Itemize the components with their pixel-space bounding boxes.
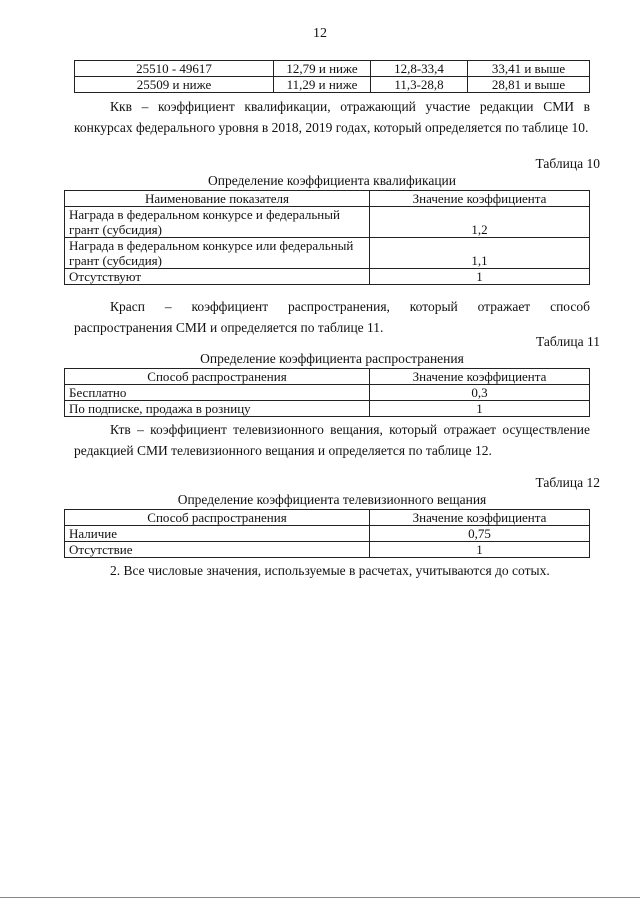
- table-11: [64, 368, 590, 417]
- table-header-row: [65, 369, 590, 385]
- table-cell: Награда в федеральном конкурсе или федеральный грант (субсидия): [65, 238, 370, 269]
- table-cell: 12,8-33,4: [371, 61, 468, 77]
- table-row: [75, 77, 590, 93]
- table-cell: 0,3: [370, 385, 590, 401]
- paragraph-2: 2. Все числовые значения, используемые в расчетах, учитываются до сотых.: [110, 563, 550, 578]
- table12-label: Таблица 12: [535, 475, 600, 490]
- table-cell: 25510 - 49617: [75, 61, 274, 77]
- footer-divider: [0, 897, 640, 898]
- paragraph-krasp: Красп – коэффициент распространения, который отражает способ распространения СМИ и определяется по таблице 11.: [74, 299, 590, 335]
- table-cell: 12,79 и ниже: [274, 61, 371, 77]
- table-header-row: [65, 191, 590, 207]
- column-header: Способ распространения: [65, 510, 370, 526]
- table-cell: 11,3-28,8: [371, 77, 468, 93]
- table-10: [64, 190, 590, 285]
- table-cell: 1,1: [370, 238, 590, 269]
- table-row: [65, 526, 590, 542]
- table-cell: 28,81 и выше: [468, 77, 590, 93]
- page-number: 12: [313, 26, 327, 41]
- table-cell: Отсутствие: [65, 542, 370, 558]
- column-header: Способ распространения: [65, 369, 370, 385]
- table-cell: 25509 и ниже: [75, 77, 274, 93]
- table-cell: 1,2: [370, 207, 590, 238]
- table-row: [65, 401, 590, 417]
- column-header: Значение коэффициента: [370, 369, 590, 385]
- table-row: [65, 207, 590, 238]
- table-cell: 33,41 и выше: [468, 61, 590, 77]
- paragraph-kkv: Ккв – коэффициент квалификации, отражающий участие редакции СМИ в конкурсах федерального уровня в 2018, 2019 годах, который определяется по таблице 10.: [74, 99, 590, 135]
- table-cell: 0,75: [370, 526, 590, 542]
- table-cell: 11,29 и ниже: [274, 77, 371, 93]
- table-row: [65, 238, 590, 269]
- table-header-row: [65, 510, 590, 526]
- table12-title: Определение коэффициента телевизионного вещания: [177, 492, 487, 507]
- column-header: Наименование показателя: [65, 191, 370, 207]
- column-header: Значение коэффициента: [370, 191, 590, 207]
- table-12: [64, 509, 590, 558]
- paragraph-ktv: Ктв – коэффициент телевизионного вещания, который отражает осуществление редакцией СМИ телевизионного вещания и определяется по таблице 12.: [74, 422, 590, 458]
- table11-label: Таблица 11: [536, 334, 600, 349]
- table-row: [65, 269, 590, 285]
- table11-title: Определение коэффициента распространения: [200, 351, 464, 366]
- table10-title: Определение коэффициента квалификации: [207, 173, 456, 188]
- column-header: Значение коэффициента: [370, 510, 590, 526]
- table-cell: 1: [370, 542, 590, 558]
- table-row: [65, 542, 590, 558]
- top-table: [74, 60, 590, 93]
- table-cell: Награда в федеральном конкурсе и федеральный грант (субсидия): [65, 207, 370, 238]
- table-row: [65, 385, 590, 401]
- table-cell: По подписке, продажа в розницу: [65, 401, 370, 417]
- table10-label: Таблица 10: [535, 156, 600, 171]
- table-cell: 1: [370, 269, 590, 285]
- table-cell: 1: [370, 401, 590, 417]
- table-cell: Отсутствуют: [65, 269, 370, 285]
- table-cell: Наличие: [65, 526, 370, 542]
- table-row: [75, 61, 590, 77]
- table-cell: Бесплатно: [65, 385, 370, 401]
